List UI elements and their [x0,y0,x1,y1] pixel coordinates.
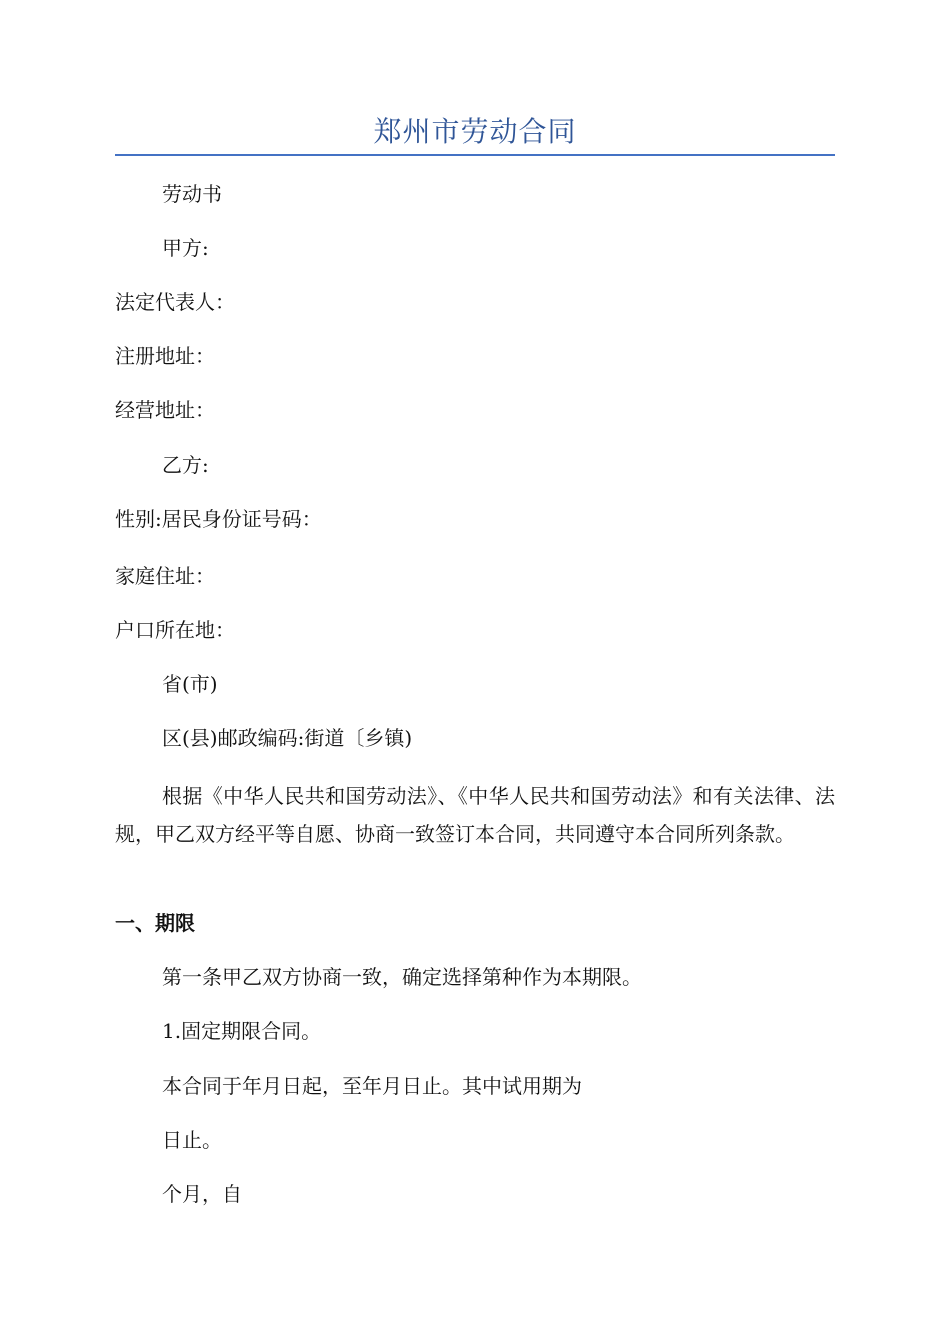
line-registered-address: 注册地址： [115,344,215,368]
intro-paragraph: 根据《中华人民共和国劳动法》、《中华人民共和国劳动法》和有关法律、法规，甲乙双方经平等自愿、协商一致签订本合同，共同遵守本合同所列条款。 [115,784,835,846]
section-heading-term: 一、期限 [115,911,195,935]
line-gender-id-number: 性别:居民身份证号码： [115,507,322,531]
document-title: 郑州市劳动合同 [373,115,577,148]
line-party-a: 甲方: [162,236,209,260]
line-province-city: 省(市) [162,672,218,696]
line-legal-representative: 法定代表人： [115,290,235,314]
end-date-line: 日止。 [162,1128,222,1152]
contract-period-line: 本合同于年月日起，至年月日止。其中试用期为 [162,1074,582,1098]
probation-months-line: 个月，自 [162,1182,242,1206]
line-labor-book: 劳动书 [162,182,222,206]
article-1-line: 第一条甲乙双方协商一致，确定选择第种作为本期限。 [162,965,642,989]
line-business-address: 经营地址： [115,398,215,422]
line-household-registration: 户口所在地： [115,618,235,642]
line-party-b: 乙方: [162,453,209,477]
line-home-address: 家庭住址： [115,564,215,588]
fixed-term-contract-line: 1.固定期限合同。 [162,1019,322,1043]
line-district-postcode-street: 区(县)邮政编码:街道〔乡镇) [162,726,413,750]
title-underline [115,154,835,156]
